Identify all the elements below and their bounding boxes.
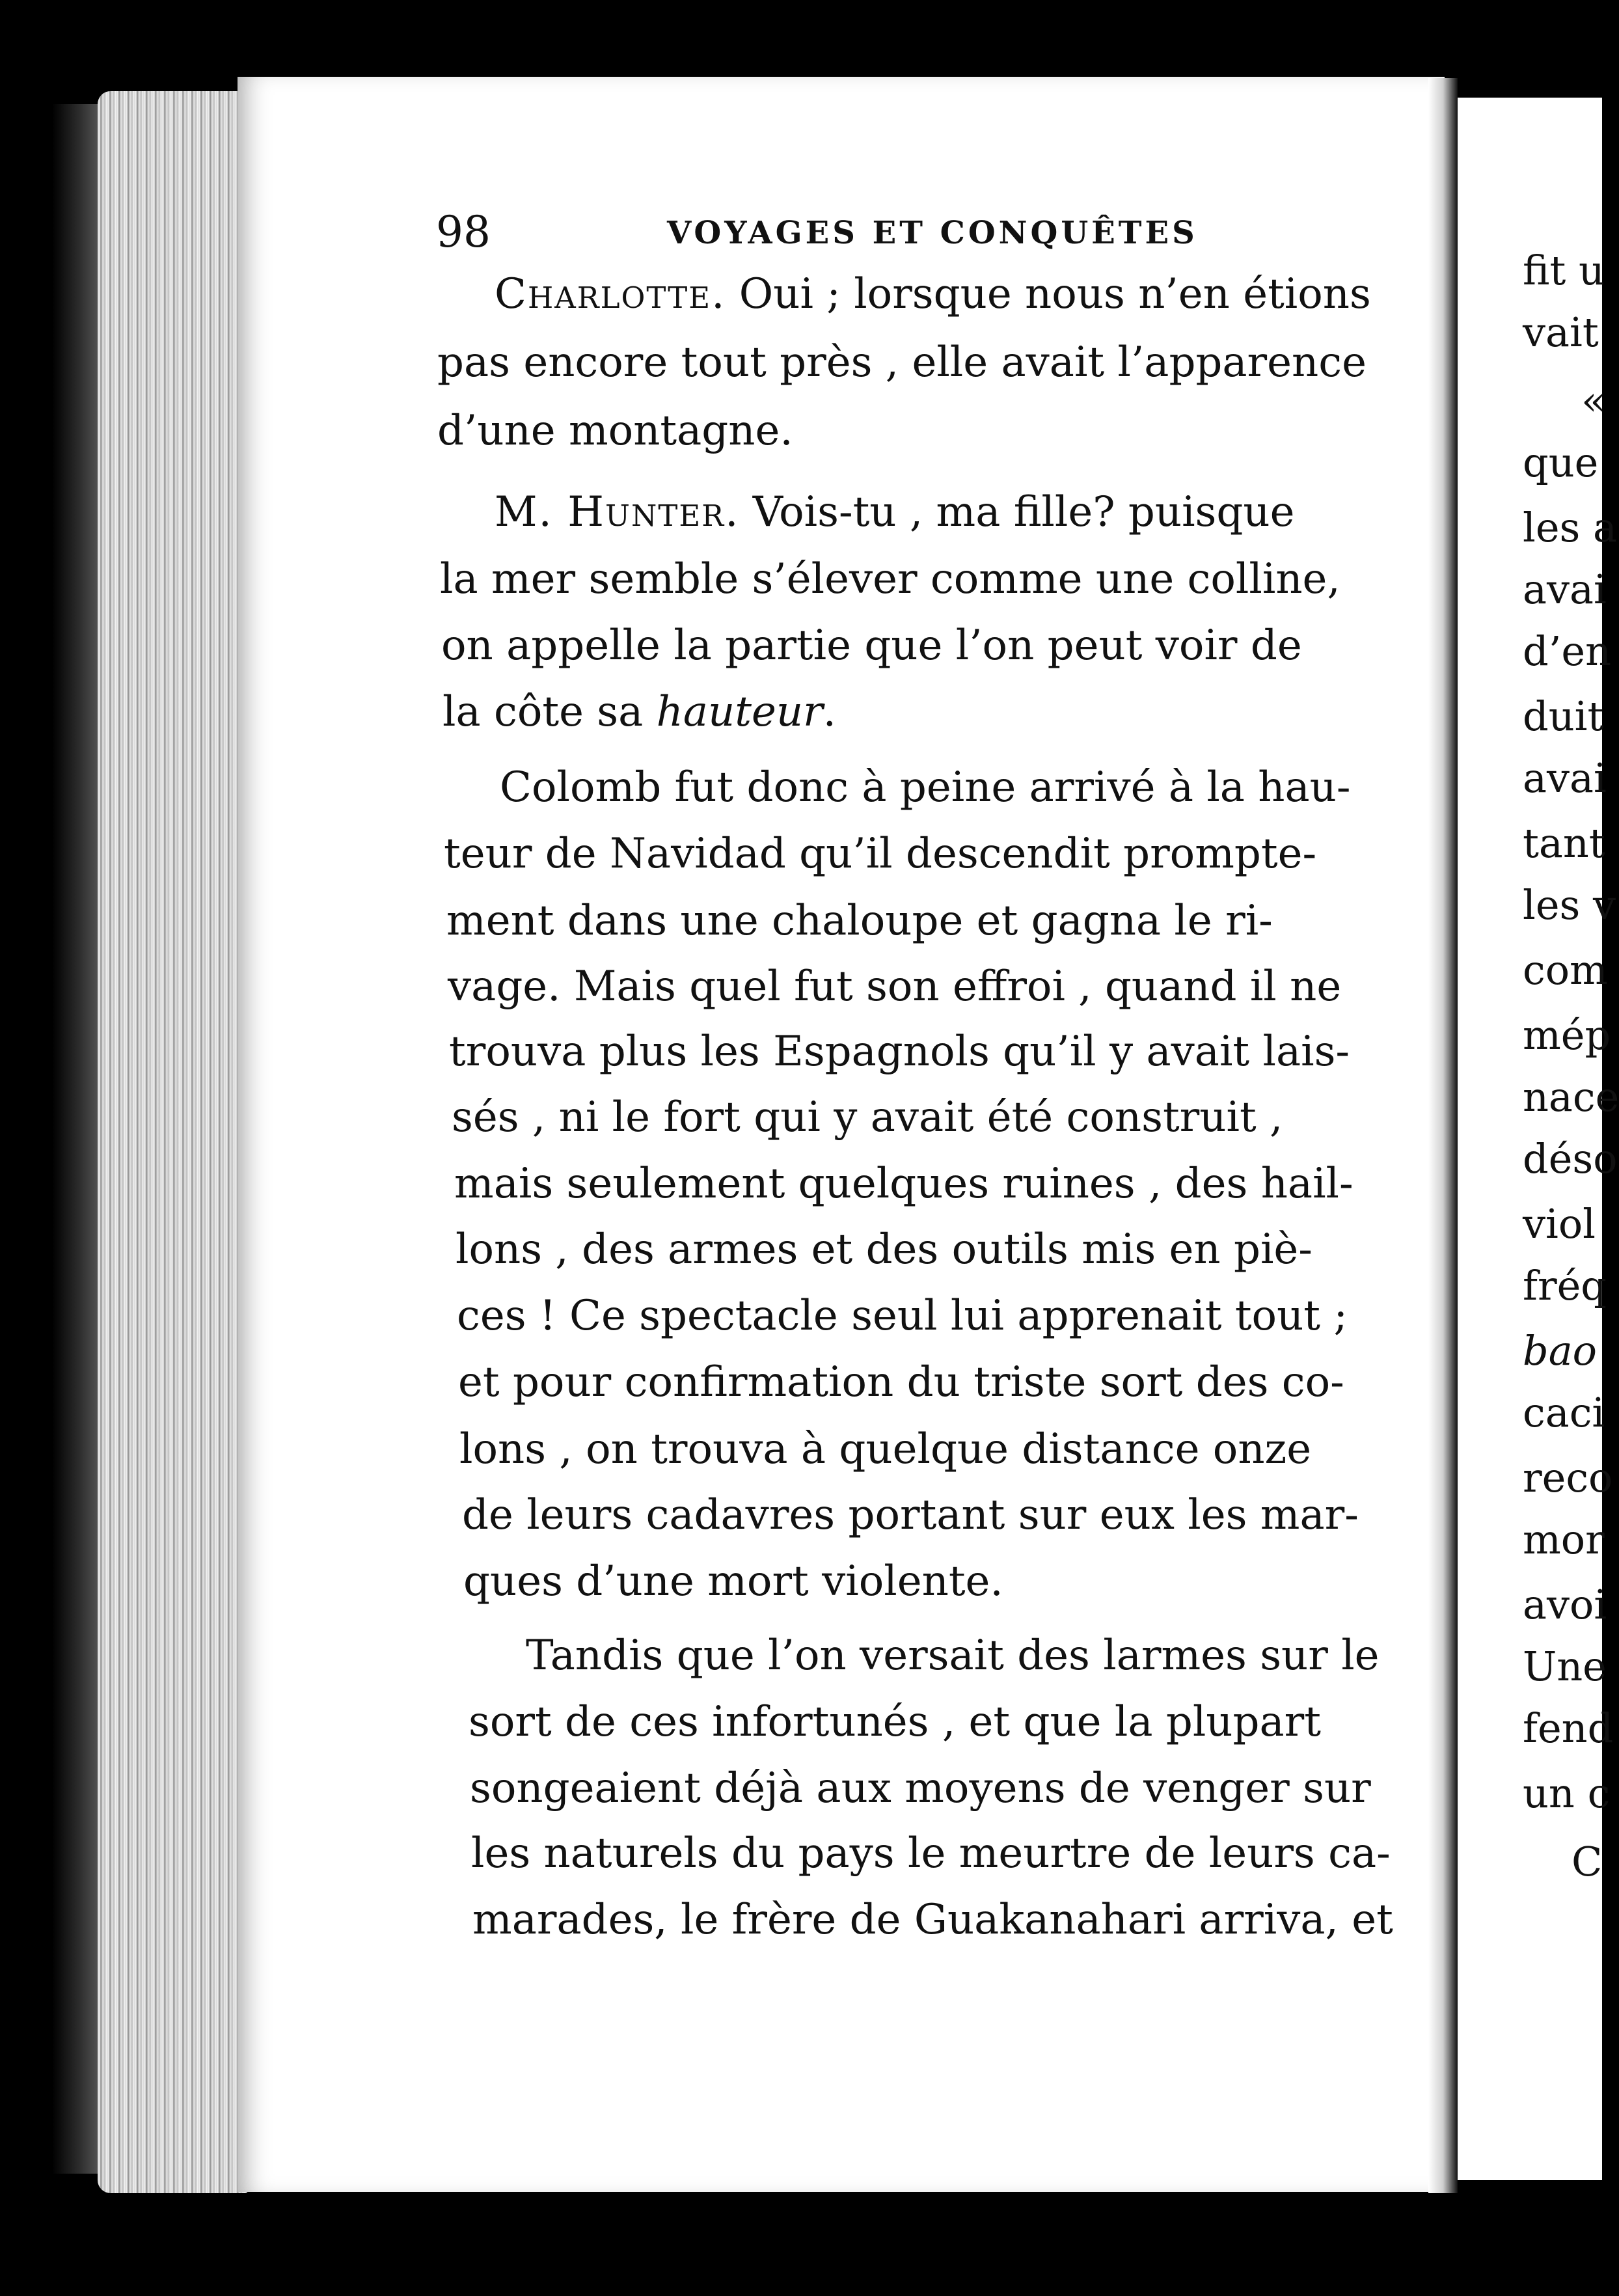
text-line: ment dans une chaloupe et gagna le ri-: [446, 897, 1273, 945]
text-line: ces ! Ce spectacle seul lui apprenait tout ;: [457, 1292, 1348, 1340]
book-gutter: [1428, 78, 1458, 2193]
text-line: [495, 270, 1371, 318]
text-line: d’une montagne.: [437, 407, 793, 455]
fragment-line: caci: [1523, 1389, 1605, 1436]
fragment-line: nace: [1523, 1073, 1619, 1121]
text-line: trouva plus les Espagnols qu’il y avait lais-: [449, 1028, 1350, 1076]
text-line: Tandis que l’on versait des larmes sur le: [526, 1632, 1380, 1680]
speaker-name: M. Hunter.: [495, 488, 740, 536]
fragment-line: bao: [1523, 1327, 1597, 1374]
text-line: de leurs cadavres portant sur eux les mar-: [462, 1491, 1359, 1539]
text-line: lons , des armes et des outils mis en piè-: [456, 1225, 1313, 1274]
fragment-line: d’en: [1523, 627, 1612, 675]
fragment-line: vait: [1523, 308, 1599, 356]
text-line: songeaient déjà aux moyens de venger sur: [470, 1764, 1371, 1812]
fragment-line: avoi: [1523, 1581, 1607, 1628]
fragment-line: un c: [1523, 1770, 1611, 1817]
text-line: on appelle la partie que l’on peut voir de: [441, 622, 1302, 670]
text-line: les naturels du pays le meurtre de leurs ca-: [471, 1829, 1391, 1878]
fragment-line: com: [1523, 946, 1608, 994]
fragment-line: fréq: [1523, 1262, 1607, 1309]
fragment-line: déso: [1523, 1135, 1618, 1182]
text-line: sort de ces infortunés , et que la plupart: [469, 1698, 1321, 1746]
text-span: Oui ; lorsque nous n’en étions: [739, 270, 1371, 318]
fragment-line: avai: [1523, 566, 1607, 613]
text-line: mais seulement quelques ruines , des hail-: [454, 1160, 1354, 1208]
fragment-line: avai: [1523, 754, 1607, 802]
text-line: [442, 688, 836, 736]
text-span: Vois-tu , ma fille? puisque: [752, 488, 1295, 536]
fragment-line: fend: [1523, 1704, 1614, 1752]
fragment-line: que: [1523, 439, 1599, 486]
text-line: [495, 488, 1295, 536]
text-span: la côte sa: [442, 688, 644, 736]
fragment-line: reco: [1523, 1454, 1613, 1501]
fragment-line: duit: [1523, 692, 1604, 740]
fragment-line: les v: [1523, 881, 1616, 929]
fragment-line: les a: [1523, 504, 1618, 551]
fragment-line: tant: [1523, 819, 1605, 867]
running-head: VOYAGES ET CONQUÊTES: [667, 215, 1198, 251]
speaker-name: Charlotte.: [495, 270, 726, 318]
fragment-line: C: [1571, 1838, 1603, 1885]
text-line: marades, le frère de Guakanahari arriva, et: [472, 1896, 1393, 1944]
fragment-line: fit u: [1523, 247, 1605, 294]
text-line: Colomb fut donc à peine arrivé à la hau-: [500, 763, 1351, 812]
page-number: 98: [436, 207, 491, 257]
text-line: pas encore tout près , elle avait l’apparence: [437, 338, 1367, 387]
text-line: ques d’une mort violente.: [463, 1557, 1003, 1606]
italic-word: hauteur: [656, 688, 823, 736]
fragment-line: viol: [1523, 1200, 1596, 1248]
fragment-line: mor: [1523, 1516, 1605, 1563]
text-line: lons , on trouva à quelque distance onze: [459, 1425, 1312, 1473]
text-line: et pour confirmation du triste sort des co-: [458, 1358, 1344, 1406]
text-line: sés , ni le fort qui y avait été construit ,: [452, 1093, 1283, 1141]
fragment-line: «: [1581, 377, 1606, 424]
page-stack-edge: [98, 91, 247, 2193]
fragment-line: Une: [1523, 1643, 1607, 1690]
fragment-line: mép: [1523, 1011, 1611, 1059]
text-span: .: [823, 688, 836, 736]
text-line: vage. Mais quel fut son effroi , quand il ne: [448, 963, 1342, 1011]
text-line: teur de Navidad qu’il descendit prompte-: [444, 830, 1317, 878]
text-line: la mer semble s’élever comme une colline,: [440, 555, 1340, 603]
